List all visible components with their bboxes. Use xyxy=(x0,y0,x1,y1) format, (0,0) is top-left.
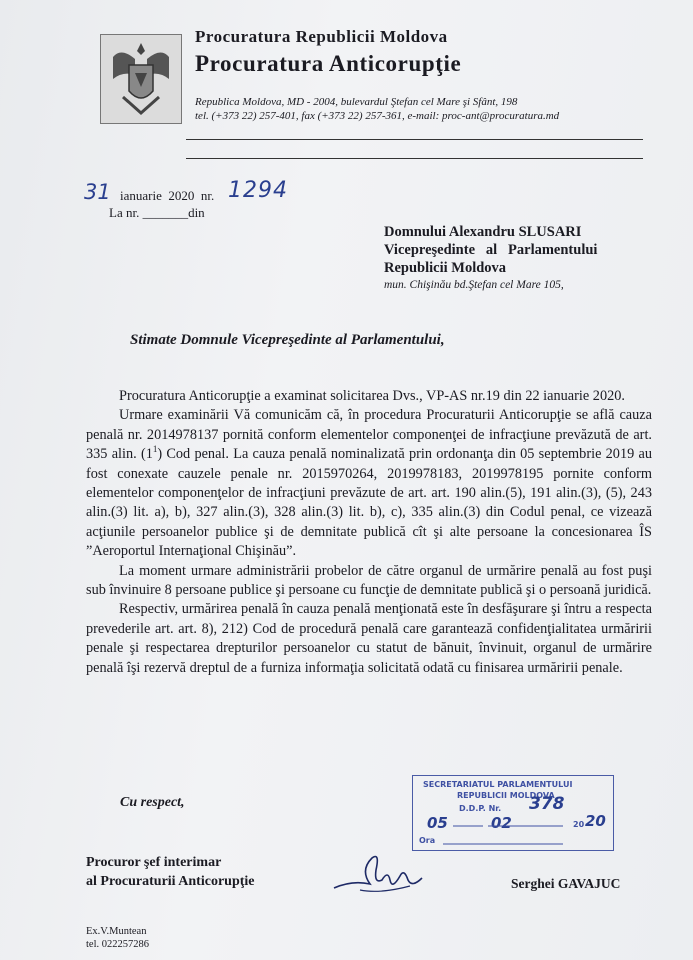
stamp-dp-label: D.D.P. Nr. xyxy=(459,804,502,813)
stamp-line-2: REPUBLICII MOLDOVA xyxy=(457,791,555,800)
executor-phone: tel. 022257286 xyxy=(86,939,149,950)
stamp-date-day: 05 xyxy=(427,814,448,832)
letterhead-divider xyxy=(186,139,643,140)
paragraph-2: Urmare examinării Vă comunicăm că, în procedura Procuraturii Anticorupţie se află cauza penală nr. 2014978137 pornită conform elementelor componenţei de infracţiune prevăzută de art. 335 alin. $(1^1)$ Cod penal. La cauza penală nominalizată prin ordonanţa din 05 septembrie 2019 au fost conexate cauzele penale nr. 2015970264, 2019978183, 2019978195 pornite conform elementelor componenţelor de infracţiuni prevăzute de art. art. 190 alin.(5), 191 alin.(3), (5), 243 alin.(3) lit. a), b), 327 alin.(3), 328 alin.(3) lit. b), c), 335 alin.(3) din Codul penal, ce vizează acţiunile persoanelor publice şi de demnitate publică cît şi alte persoane la concesionarea ÎS ”Aeroportul Internaţional Chişinău”. xyxy=(86,407,652,560)
stamp-dp-number: 378 xyxy=(529,794,565,814)
reference-day: 31 xyxy=(84,180,111,204)
letterhead-contacts: tel. (+373 22) 257-401, fax (+373 22) 257-361, e-mail: proc-ant@procuratura.md xyxy=(195,110,560,122)
closing: Cu respect, xyxy=(120,795,185,810)
addressee-name: Domnului Alexandru SLUSARI xyxy=(384,224,582,240)
handwritten-signature xyxy=(330,850,430,900)
registration-stamp xyxy=(412,775,614,851)
stamp-ora-label: Ora xyxy=(419,836,436,845)
addressee-title: Vicepreşedinte al Parlamentului xyxy=(384,242,598,258)
stamp-date-month: 02 xyxy=(491,814,512,832)
letterhead-divider-2 xyxy=(186,158,643,159)
paragraph-3: La moment urmare administrării probelor de către organul de urmărire penală au fost puşi sub învinuire 8 persoane publice şi persoane cu funcţie de demnitate publică şi o persoană juridică. xyxy=(86,562,652,599)
stamp-line-1: SECRETARIATUL PARLAMENTULUI xyxy=(423,780,573,789)
stamp-year-prefix: 20 xyxy=(573,820,585,829)
stamp-year-suffix: 20 xyxy=(585,812,606,830)
organization-subname: Procuratura Anticorupţie xyxy=(195,51,462,76)
executor-name: Ex.V.Muntean xyxy=(86,926,147,937)
signer-role-line-1: Procuror şef interimar xyxy=(86,855,222,870)
reference-number: 1294 xyxy=(228,178,288,203)
eagle-icon xyxy=(101,35,181,123)
paragraph-1: Procuratura Anticorupţie a examinat solicitarea Dvs., VP-AS nr.19 din 22 ianuarie 2020. xyxy=(119,388,625,404)
salutation: Stimate Domnule Vicepreşedinte al Parlamentului, xyxy=(130,332,445,348)
signer-name: Serghei GAVAJUC xyxy=(511,876,621,891)
paragraph-4: Respectiv, urmărirea penală în cauza penală menţionată este în desfăşurare şi întru a respecta prevederile art. art. 8), 212) Cod de procedură penală care garantează confidenţialitatea urmăririi penale şi respectarea drepturilor persoanelor cu statut de bănuit, învinuit, organul de urmărire penală îşi rezervă dreptul de a furniza informaţia solicitată odată cu finisarea urmăririi penale. xyxy=(86,601,652,676)
letter-body xyxy=(86,387,652,678)
signer-role-line-2: al Procuraturii Anticorupţie xyxy=(86,874,255,889)
addressee-address: mun. Chişinău bd.Ştefan cel Mare 105, xyxy=(384,279,564,291)
organization-name: Procuratura Republicii Moldova xyxy=(195,27,448,46)
letterhead-address: Republica Moldova, MD - 2004, bulevardul Ştefan cel Mare şi Sfânt, 198 xyxy=(195,96,518,108)
coat-of-arms-emblem xyxy=(100,34,182,124)
reference-la-nr: La nr. _______din xyxy=(109,205,205,220)
reference-date: ianuarie 2020 nr. xyxy=(120,188,215,203)
stamp-lines xyxy=(413,776,613,850)
addressee-institution: Republicii Moldova xyxy=(384,260,507,276)
